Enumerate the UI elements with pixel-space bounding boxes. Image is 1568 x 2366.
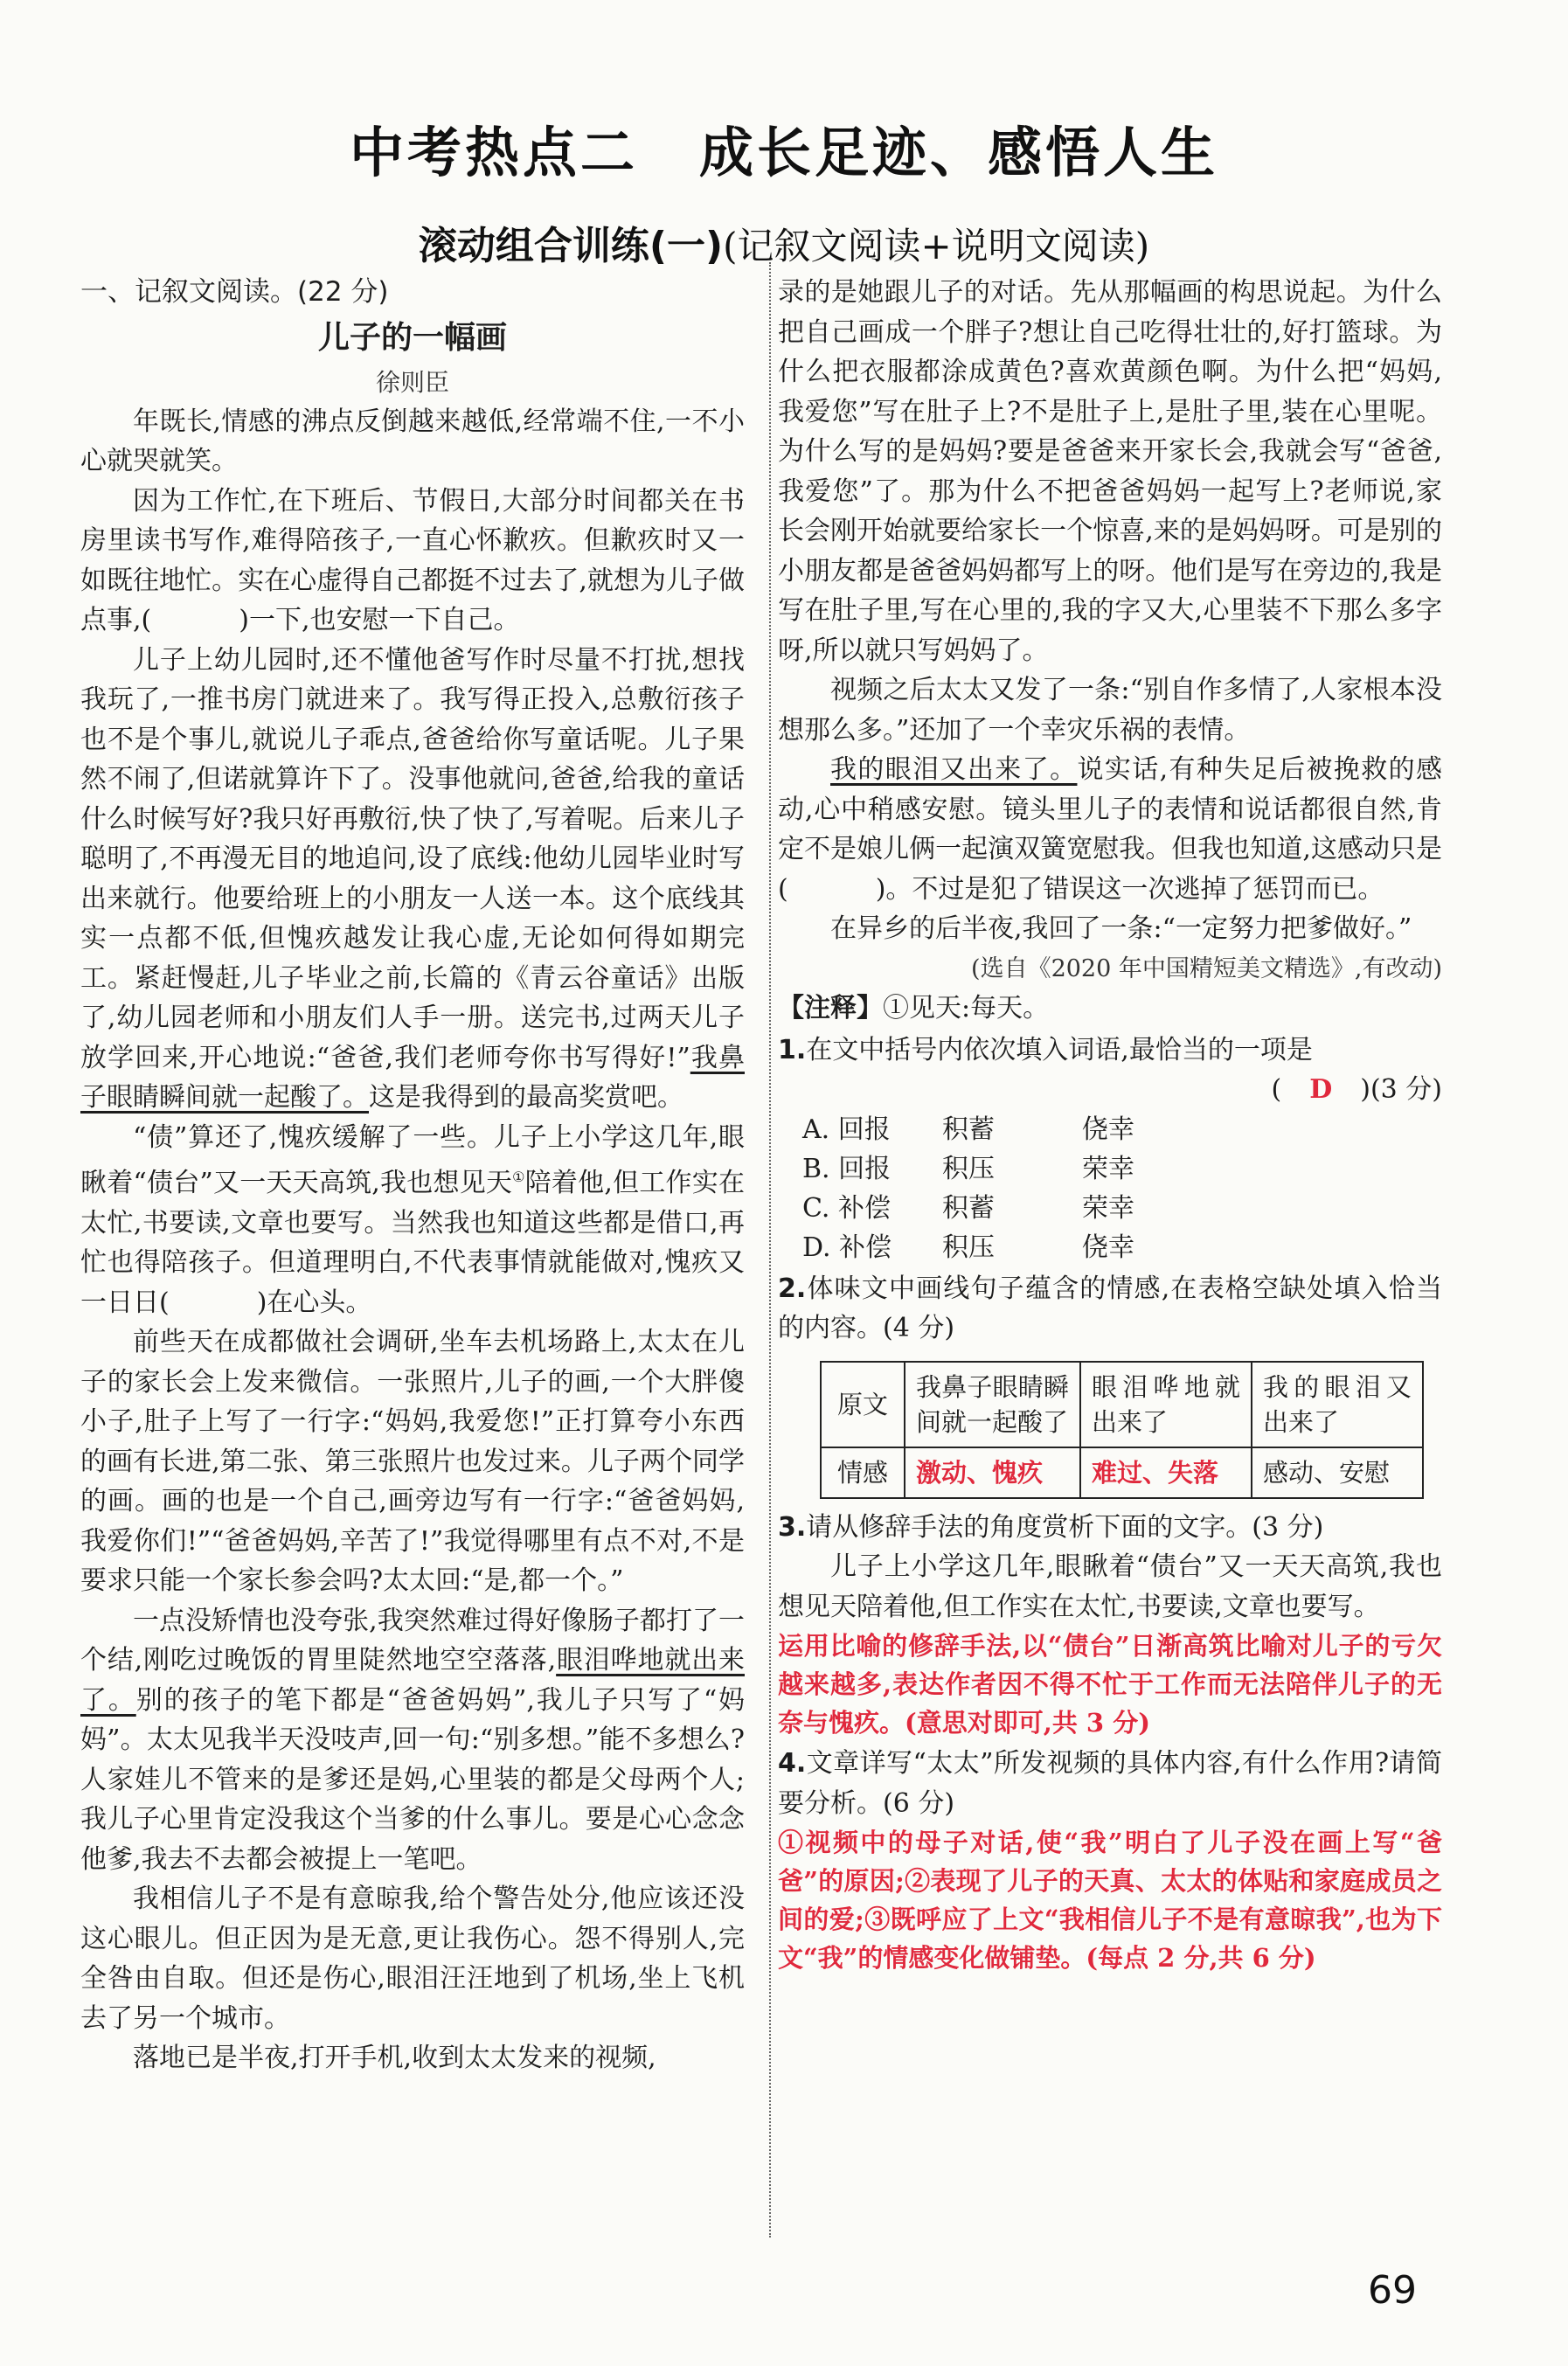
footnote-text: ①见天:每天。 bbox=[883, 993, 1050, 1023]
option-cell: 荣幸 bbox=[1082, 1192, 1134, 1224]
question-text: 请从修辞手法的角度赏析下面的文字。(3 分) bbox=[806, 1511, 1324, 1543]
question-number: 1. bbox=[778, 1034, 807, 1065]
story-text: )。不过是犯了错误这一次逃掉了惩罚而已。 bbox=[875, 873, 1384, 905]
question-text: 在文中括号内依次填入词语,最恰当的一项是 bbox=[806, 1034, 1313, 1065]
story-text: 这是我得到的最高奖赏吧。 bbox=[369, 1082, 683, 1113]
table-answer-cell: 激动、愧疚 bbox=[905, 1447, 1080, 1498]
story-paragraph-continued: 录的是她跟儿子的对话。先从那幅画的构思说起。为什么把自己画成一个胖子?想让自己吃得壮壮的,好打篮球。为什么把衣服都涂成黄色?喜欢黄颜色啊。为什么把“妈妈,我爱您”写在肚子上?不是肚子上,是肚子里,装在心里呢。为什么写的是妈妈?要是爸爸来开家长会,我就会写“爸爸,我爱您”了。那为什么不把爸爸妈妈一起写上?老师说,家长会刚开始就要给家长一个惊喜,来的是妈妈呀。可是别的小朋友都是爸爸妈妈都写上的呀。他们是写在旁边的,我是写在肚子里,写在心里的,我的字又大,心里装不下那么多字呀,所以就只写妈妈了。 bbox=[778, 277, 1442, 666]
option-row bbox=[802, 1149, 1442, 1189]
story-paragraph: 落地已是半夜,打开手机,收到太太发来的视频, bbox=[133, 2043, 656, 2073]
story-paragraph: 视频之后太太又发了一条:“别自作多情了,人家根本没想那么多。”还加了一个幸灾乐祸的表情。 bbox=[778, 675, 1442, 746]
story-paragraph: 我相信儿子不是有意晾我,给个警告处分,他应该还没这心眼儿。但正因为是无意,更让我伤心。怨不得别人,完全咎由自取。但还是伤心,眼泪汪汪地到了机场,坐上飞机去了另一个城市。 bbox=[80, 1884, 745, 2034]
question-number: 4. bbox=[778, 1748, 807, 1779]
right-column bbox=[778, 273, 1442, 1977]
section-heading: 一、记叙文阅读。(22 分) bbox=[80, 276, 389, 308]
story-paragraph bbox=[80, 1601, 745, 1880]
story-paragraph: 前些天在成都做社会调研,坐车去机场路上,太太在儿子的家长会上发来微信。一张照片,儿子的画,一个大胖傻小子,肚子上写了一行字:“妈妈,我爱您!”正打算夸小东西的画有长进,第二张、第三张照片也发过来。儿子两个同学的画。画的也是一个自己,画旁边写有一行字:“爸爸妈妈,我爱你们!”“爸爸妈妈,辛苦了!”我觉得哪里有点不对,不是要求只能一个家长参会吗?太太回:“是,都一个。” bbox=[80, 1327, 745, 1596]
story-text: 一点没矫情也没夸张,我突然难过得好像肠子都打了一个结,刚吃过晚饭的胃里陡然地空空落落, bbox=[80, 1605, 745, 1676]
story-author: 徐则臣 bbox=[375, 367, 449, 397]
option-cell: 侥幸 bbox=[1082, 1114, 1134, 1145]
option-cell: 侥幸 bbox=[1082, 1232, 1134, 1263]
exercise-subtitle-main: 滚动组合训练(一) bbox=[418, 224, 724, 268]
story-paragraph bbox=[80, 1118, 745, 1323]
story-paragraph bbox=[80, 482, 745, 641]
story-text: )一下,也安慰一下自己。 bbox=[239, 605, 520, 635]
exercise-subtitle-detail: (记叙文阅读+说明文阅读) bbox=[723, 225, 1150, 267]
answer-bracket bbox=[778, 1070, 1442, 1110]
option-cell: B. 回报 bbox=[802, 1153, 892, 1184]
option-cell: 积压 bbox=[942, 1153, 995, 1184]
option-cell: 积蓄 bbox=[942, 1114, 995, 1145]
story-text: “债”算还了,愧疚缓解了一些。儿子上小学这几年,眼瞅着“债台”又一天天高筑,我也想见天 bbox=[80, 1121, 745, 1198]
story-paragraph: 年既长,情感的沸点反倒越来越低,经常端不住,一不小心就哭就笑。 bbox=[80, 406, 745, 476]
option-cell: 积压 bbox=[942, 1232, 995, 1263]
table-cell: 我的眼泪又出来了 bbox=[1252, 1362, 1423, 1447]
story-paragraph bbox=[778, 750, 1442, 909]
column-divider bbox=[769, 262, 771, 2238]
question-number: 3. bbox=[778, 1511, 807, 1543]
story-text: 陪着他,但工作实在太忙,书要读,文章也要写。当然我也知道这些都是借口,再忙也得陪孩子。但道理明白,不代表事情就能做对,愧疚又一日日( bbox=[80, 1168, 745, 1318]
story-text: 因为工作忙,在下班后、节假日,大部分时间都关在书房里读书写作,难得陪孩子,一直心怀歉疚。但歉疚时又一如既往地忙。实在心虚得自己都挺不过去了,就想为儿子做点事,( bbox=[80, 485, 745, 635]
source-citation: (选自《2020 年中国精短美文精选》,有改动) bbox=[971, 954, 1442, 982]
answer-choice: D bbox=[1309, 1074, 1333, 1105]
table-header-cell: 原文 bbox=[821, 1362, 905, 1447]
story-text: 说实话,有种失足后被挽救的感动,心中稍感安慰。镜头里儿子的表情和说话都很自然,肯定不是娘儿俩一起演双簧宽慰我。但我也知道,这感动只是( bbox=[778, 754, 1442, 905]
question-4 bbox=[778, 1744, 1442, 1977]
page-title-theme: 成长足迹、感悟人生 bbox=[699, 121, 1219, 184]
table-answer-cell: 难过、失落 bbox=[1080, 1447, 1252, 1498]
table-cell: 我鼻子眼睛瞬间就一起酸了 bbox=[905, 1362, 1080, 1447]
underlined-sentence: 我鼻子眼睛瞬间就一起酸了。 bbox=[80, 1042, 745, 1113]
story-text: )在心头。 bbox=[256, 1287, 372, 1318]
story-text: 别的孩子的笔下都是“爸爸妈妈”,我儿子只写了“妈妈”。太太见我半天没吱声,回一句:“别多想。”能不多想么?人家娃儿不管来的是爹还是妈,心里装的都是父母两个人;我儿子心里肯定没我这个当爹的什么事儿。要是心心念念他爹,我去不去都会被提上一笔吧。 bbox=[80, 1684, 746, 1875]
page-number: 69 bbox=[1368, 2268, 1417, 2313]
option-cell: A. 回报 bbox=[802, 1114, 891, 1145]
option-cell: D. 补偿 bbox=[802, 1232, 892, 1263]
table-cell: 眼泪哗地就出来了 bbox=[1080, 1362, 1252, 1447]
question-3 bbox=[778, 1508, 1442, 1743]
bracket-open: ( bbox=[1271, 1074, 1282, 1105]
footnote bbox=[778, 989, 1442, 1029]
page-title-topic: 中考热点二 bbox=[349, 121, 638, 184]
left-column bbox=[80, 273, 745, 2078]
option-cell: C. 补偿 bbox=[802, 1192, 891, 1224]
question-text: 文章详写“太太”所发视频的具体内容,有什么作用?请简要分析。(6 分) bbox=[778, 1748, 1442, 1819]
footnote-marker: ① bbox=[512, 1169, 525, 1185]
table-header-cell: 情感 bbox=[821, 1447, 905, 1498]
story-title: 儿子的一幅画 bbox=[317, 319, 507, 356]
question-number: 2. bbox=[778, 1273, 807, 1304]
footnote-label: 【注释】 bbox=[778, 993, 883, 1023]
bracket-close-score: )(3 分) bbox=[1360, 1074, 1442, 1105]
exercise-subtitle bbox=[0, 214, 1568, 270]
question-1 bbox=[778, 1030, 1442, 1267]
underlined-sentence: 眼泪哗地就出来了。 bbox=[80, 1645, 745, 1716]
option-cell: 荣幸 bbox=[1082, 1153, 1134, 1184]
option-row bbox=[802, 1110, 1442, 1149]
option-list bbox=[802, 1110, 1442, 1267]
story-paragraph: 在异乡的后半夜,我回了一条:“一定努力把爹做好。” bbox=[830, 913, 1412, 944]
table-row bbox=[821, 1447, 1423, 1498]
table-row bbox=[821, 1362, 1423, 1447]
question-2 bbox=[778, 1269, 1442, 1499]
answer-text: 运用比喻的修辞手法,以“债台”日渐高筑比喻对儿子的亏欠越来越多,表达作者因不得不忙于工作而无法陪伴儿子的无奈与愧疚。(意思对即可,共 3 分) bbox=[778, 1631, 1442, 1738]
underlined-sentence: 我的眼泪又出来了。 bbox=[830, 754, 1078, 785]
answer-text: ①视频中的母子对话,使“我”明白了儿子没在画上写“爸爸”的原因;②表现了儿子的天真、太太的体贴和家庭成员之间的爱;③既呼应了上文“我相信儿子不是有意晾我”,也为下文“我”的情感变化做铺垫。(每点 2 分,共 6 分) bbox=[778, 1828, 1442, 1973]
emotion-table bbox=[820, 1361, 1424, 1499]
question-text: 体味文中画线句子蕴含的情感,在表格空缺处填入恰当的内容。(4 分) bbox=[778, 1273, 1442, 1343]
option-row bbox=[802, 1189, 1442, 1228]
option-cell: 积蓄 bbox=[942, 1192, 995, 1224]
page-title bbox=[0, 109, 1568, 187]
story-text: 儿子上幼儿园时,还不懂他爸写作时尽量不打扰,想找我玩了,一推书房门就进来了。我写得正投入,总敷衍孩子也不是个事儿,就说儿子乖点,爸爸给你写童话呢。儿子果然不闹了,但诺就算许下了。没事他就问,爸爸,给我的童话什么时候写好?我只好再敷衍,快了快了,写着呢。后来儿子聪明了,不再漫无目的地追问,设了底线:他幼儿园毕业时写出来就行。他要给班上的小朋友一人送一本。这个底线其实一点都不低,但愧疚越发让我心虚,无论如何得如期完工。紧赶慢赶,儿子毕业之前,长篇的《青云谷童话》出版了,幼儿园老师和小朋友们人手一册。送完书,过两天儿子放学回来,开心地说:“爸爸,我们老师夸你书写得好!” bbox=[80, 644, 745, 1073]
quoted-passage: 儿子上小学这几年,眼瞅着“债台”又一天天高筑,我也想见天陪着他,但工作实在太忙,书要读,文章也要写。 bbox=[778, 1551, 1442, 1622]
option-row bbox=[802, 1228, 1442, 1267]
story-paragraph bbox=[80, 641, 745, 1118]
table-cell: 感动、安慰 bbox=[1252, 1447, 1423, 1498]
